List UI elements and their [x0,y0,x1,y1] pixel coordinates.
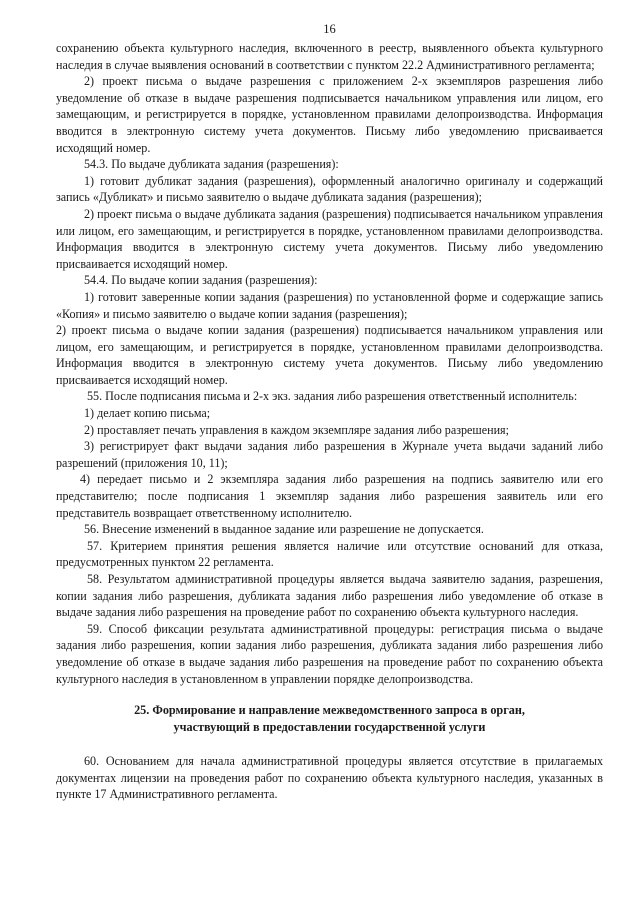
paragraph-60: 60. Основанием для начала административной процедуры является отсутствие в прилагаемых документах лицензии на проведения работ по сохранению объекта культурного наследия, указанных в пункте 17 Административного регламента. [56,754,603,802]
paragraph-54-4-title: 54.4. По выдаче копии задания (разрешения): [84,273,318,288]
page-number: 16 [323,22,336,36]
paragraph-58: 58. Результатом административной процедуры является выдача заявителю задания, разрешения, копии задания либо разрешения, дубликата задания либо разрешения либо уведомление об отказе в выдаче задания либо разрешения на проведение работ по сохранению объекта культурного наследия. [56,572,603,620]
paragraph-55-title: 55. После подписания письма и 2-х экз. задания либо разрешения ответственный исполнитель: [87,389,578,404]
paragraph-copy-letter: 2) проект письма о выдаче копии задания (разрешения) подписывается начальником управления или лицом, его замещающим, и регистрируется в порядке, установленном правилами делопроизводства. Информация вводится в электронную систему учета документов. Письму либо уведомлению присваивается исходящий номер. [56,323,603,387]
section-heading [56,702,603,736]
paragraph-59: 59. Способ фиксации результата административной процедуры: регистрация письма о выдаче задания либо разрешения, копии задания либо разрешения, дубликата задания либо разрешения либо уведомление об отказе в выдаче задания либо разрешения на проведение работ по сохранению объекта культурного наследия в установленном в управлении порядке делопроизводства. [56,621,603,686]
paragraph-copy-prepare: 1) готовит заверенные копии задания (разрешения) по установленной форме и содержащие запись «Копия» и письмо заявителю о выдаче копии задания (разрешения); [56,289,603,321]
paragraph-55-item-1: 1) делает копию письма; [84,406,211,421]
paragraph-permission-letter: 2) проект письма о выдаче разрешения с приложением 2-х экземпляров разрешения либо уведомление об отказе в выдаче разрешения подписывается начальником управления или лицом, его замещающим, и регистрируется в порядке, установленном правилами делопроизводства. Информация вводится в электронную систему учета документов. Письму либо уведомлению присваивается исходящий номер. [56,74,603,155]
paragraph-continuation: сохранению объекта культурного наследия, включенного в реестр, выявленного объекта культурного наследия в случае выявления оснований в соответствии с пунктом 22.2 Административного регламента; [56,41,603,72]
paragraph-57: 57. Критерием принятия решения является наличие или отсутствие оснований для отказа, предусмотренных пунктом 22 регламента. [56,538,603,570]
section-heading-line-2: участвующий в предоставлении государственной услуги [173,720,486,735]
paragraph-duplicate-letter: 2) проект письма о выдаче дубликата задания (разрешения) подписывается начальником управления или лицом, его замещающим, и регистрируется в порядке, установленном правилами делопроизводства. Информация вводится в электронную систему учета документов. Письму либо уведомлению присваивается исходящий номер. [56,206,603,271]
section-heading-line-1: 25. Формирование и направление межведомственного запроса в орган, [134,703,525,718]
paragraph-56: 56. Внесение изменений в выданное задание или разрешение не допускается. [84,522,484,537]
paragraph-54-3-title: 54.3. По выдаче дубликата задания (разрешения): [84,157,339,172]
paragraph-55-item-2: 2) проставляет печать управления в каждом экземпляре задания либо разрешения; [84,422,509,437]
paragraph-duplicate-prepare: 1) готовит дубликат задания (разрешения), оформленный аналогично оригиналу и содержащий запись «Дубликат» и письмо заявителю о выдаче дубликата задания (разрешения); [56,173,603,205]
paragraph-55-item-3: 3) регистрирует факт выдачи задания либо разрешения в Журнале учета выдачи заданий либо разрешений (приложения 10, 11); [56,439,603,470]
paragraph-55-item-4: 4) передает письмо и 2 экземпляра задания либо разрешения на подпись заявителю или его представителю; после подписания 1 экземпляр задания либо разрешения заявитель или его представитель возвращает ответственному исполнителю. [56,472,603,520]
